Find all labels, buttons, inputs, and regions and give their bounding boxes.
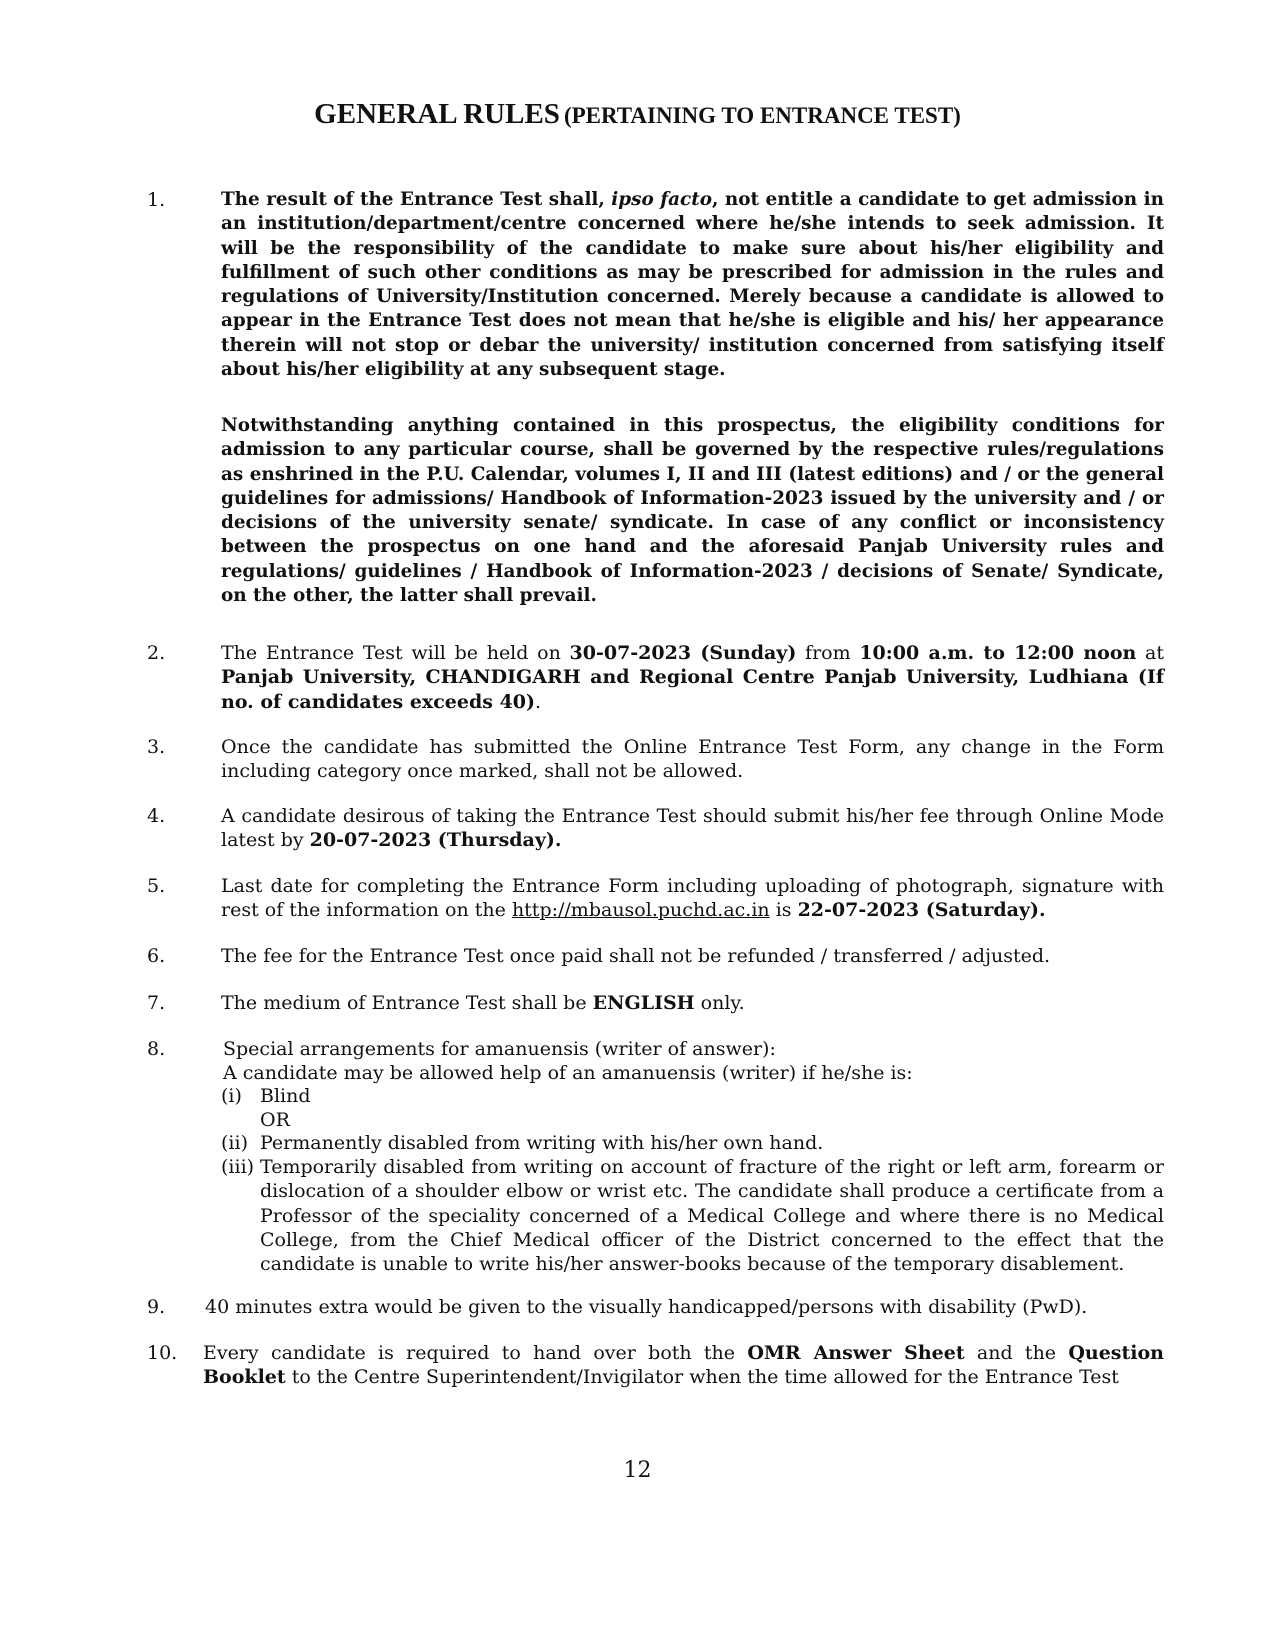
rule-4-number: 4. <box>147 805 166 827</box>
rule-7-number: 7. <box>147 992 166 1014</box>
rule-10-t2: and the <box>964 1342 1069 1364</box>
rule-8-number: 8. <box>147 1038 166 1060</box>
rule-5-t1: Last date for completing the Entrance Form including uploading of photograph, signature with rest of the information on the <box>221 875 1164 922</box>
rule-2-text <box>221 641 1164 714</box>
rule-8-i-text: Blind <box>260 1085 311 1107</box>
rule-1-text-b: , not entitle a candidate to get admission in an institution/department/centre concerned where he/she intends to seek admission. It will be the responsibility of the candidate to make sure about his/her eligibility and fulfillment of such other conditions as may be prescribed for admission in the rules and regulations of University/Institution concerned. Merely because a candidate is allowed to appear in the Entrance Test does not mean that he/she is eligible and his/ her appearance therein will not stop or debar the university/ institution concerned from satisfying itself about his/her eligibility at any subsequent stage. <box>221 189 1165 381</box>
rule-5-text <box>221 874 1164 923</box>
rule-1-italic: ipso facto <box>611 189 713 210</box>
rule-8-line-2: A candidate may be allowed help of an amanuensis (writer) if he/she is: <box>223 1062 913 1084</box>
rule-5-number: 5. <box>147 875 166 897</box>
rule-9-text: 40 minutes extra would be given to the visually handicapped/persons with disability (PwD). <box>205 1296 1088 1318</box>
rule-4-t1: A candidate desirous of taking the Entrance Test should submit his/her fee through Online Mode latest by <box>221 805 1164 852</box>
rule-2-number: 2. <box>147 642 166 664</box>
rule-8-ii-label: (ii) <box>221 1132 248 1154</box>
rule-3-text: Once the candidate has submitted the Online Entrance Test Form, any change in the Form including category once marked, shall not be allowed. <box>221 736 1164 783</box>
rule-8-iii-text: Temporarily disabled from writing on account of fracture of the right or left arm, forearm or dislocation of a shoulder elbow or wrist etc. The candidate shall produce a certificate from a Professor of the speciality concerned of a Medical College and where there is no Medical College, from the Chief Medical officer of the District concerned to the effect that the candidate is unable to write his/her answer-books because of the temporary disablement. <box>260 1156 1164 1276</box>
rule-10-omr: OMR Answer Sheet <box>747 1342 965 1364</box>
rule-8-or: OR <box>260 1109 290 1131</box>
rule-1-text-a: The result of the Entrance Test shall, <box>221 189 612 210</box>
rule-10-text <box>203 1341 1164 1390</box>
rule-2-time: 10:00 a.m. to 12:00 noon <box>859 642 1137 664</box>
rule-2-date: 30-07-2023 (Sunday) <box>569 642 797 664</box>
rule-10-t1: Every candidate is required to hand over both the <box>203 1342 748 1364</box>
rule-5-date: 22-07-2023 (Saturday). <box>797 899 1046 922</box>
rule-7-t1: The medium of Entrance Test shall be <box>221 992 593 1014</box>
rule-1-paragraph-1 <box>221 188 1164 382</box>
rule-10-number: 10. <box>147 1342 178 1364</box>
rule-1-number: 1. <box>147 189 166 211</box>
rule-7-text <box>221 991 1164 1015</box>
title-sub: (PERTAINING TO ENTRANCE TEST) <box>563 103 961 128</box>
rule-4-date: 20-07-2023 (Thursday). <box>309 829 562 852</box>
rule-7-medium: ENGLISH <box>592 992 695 1014</box>
rule-6-text: The fee for the Entrance Test once paid shall not be refunded / transferred / adjusted. <box>221 945 1051 967</box>
page-number: 12 <box>623 1458 652 1483</box>
rule-7-t2: only. <box>694 992 745 1014</box>
title-main: GENERAL RULES <box>314 98 560 130</box>
rule-8-line-1: Special arrangements for amanuensis (writer of answer): <box>223 1038 776 1060</box>
rule-10-t3: to the Centre Superintendent/Invigilator when the time allowed for the Entrance Test <box>285 1366 1119 1389</box>
rule-2-venue: Panjab University, CHANDIGARH and Regional Centre Panjab University, Ludhiana (If no. of candidates exceeds 40) <box>221 666 1164 713</box>
rule-10-booklet: Question Booklet <box>203 1342 1164 1389</box>
rule-8-ii-text: Permanently disabled from writing with his/her own hand. <box>260 1132 824 1154</box>
rule-3-number: 3. <box>147 736 166 758</box>
rule-2-t2: from <box>796 642 860 664</box>
page-title <box>0 98 1275 131</box>
rule-5-t2: is <box>769 899 798 922</box>
rule-4-text <box>221 804 1164 853</box>
rule-5-link[interactable]: http://mbausol.puchd.ac.in <box>511 899 770 922</box>
rule-2-t3: at <box>1136 642 1165 664</box>
rule-6-number: 6. <box>147 945 166 967</box>
rule-1-paragraph-2: Notwithstanding anything contained in this prospectus, the eligibility conditions for admission to any particular course, shall be governed by the respective rules/regulations as enshrined in the P.U. Calendar, volumes I, II and III (latest editions) and / or the general guidelines for admissions/ Handbook of Information-2023 issued by the university and / or decisions of the university senate/ syndicate. In case of any conflict or inconsistency between the prospectus on one hand and the aforesaid Panjab University rules and regulations/ guidelines / Handbook of Information-2023 / decisions of Senate/ Syndicate, on the other, the latter shall prevail. <box>221 415 1164 607</box>
rule-9-number: 9. <box>147 1296 166 1318</box>
rule-2-t1: The Entrance Test will be held on <box>221 642 570 664</box>
rule-8-iii-label: (iii) <box>221 1156 255 1178</box>
rule-8-i-label: (i) <box>221 1085 242 1107</box>
rule-2-t4: . <box>535 690 542 713</box>
